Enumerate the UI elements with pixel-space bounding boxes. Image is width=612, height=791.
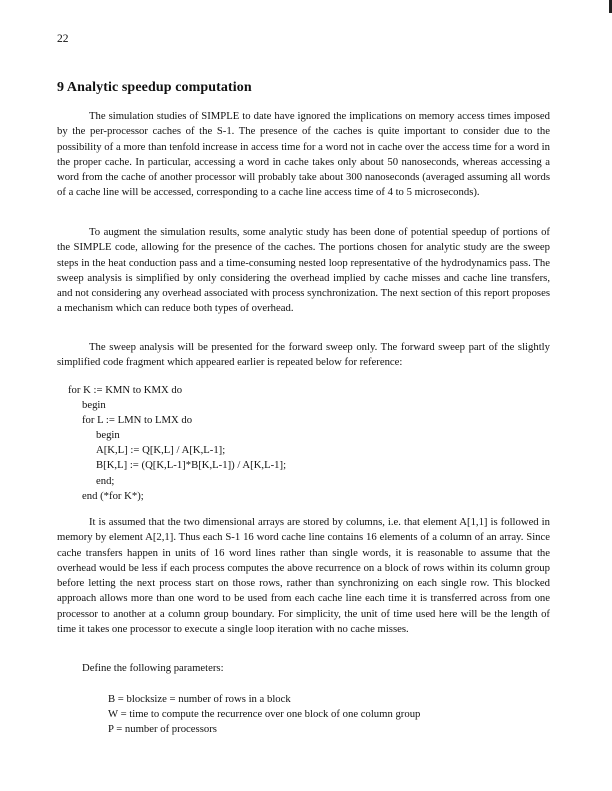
parameter-item: B = blocksize = number of rows in a block (108, 693, 291, 705)
paragraph-3: The sweep analysis will be presented for the forward sweep only. The forward sweep part of the slightly simplified code fragment which appeared earlier is repeated below for reference: (57, 341, 550, 369)
paragraph-4: It is assumed that the two dimensional arrays are stored by columns, i.e. that element A[1,1] is followed in memory by element A[2,1]. Thus each S-1 16 word cache line contains 16 elements of a column of an array. Since cache transfers happen in units of 16 word lines rather than single words, it is reasonable to assume that the overhead would be less if each process computes the above recurrence on a block of rows within its column group before letting the next process start on those rows, rather than synchronizing on each single row. This blocked approach allows more than one word to be used from each cache line each time it is transferred across from one processor to another at a column group boundary. For simplicity, the unit of time used here will be the length of time it takes one processor to execute a single loop iteration with no cache misses. (57, 516, 550, 636)
code-line: A[K,L] := Q[K,L] / A[K,L-1]; (96, 444, 226, 457)
parameter-list (108, 692, 420, 737)
code-line: begin (96, 429, 120, 442)
code-line: end; (96, 474, 115, 487)
code-fragment (68, 383, 286, 504)
paragraph-2: To augment the simulation results, some analytic study has been done of potential speedup of portions of the SIMPLE code, allowing for the presence of the caches. The portions chosen for analytic study are the sweep steps in the heat conduction pass and a time-consuming nested loop representative of the hydrodynamics pass. The sweep analysis is simplified by only considering the overhead implied by cache misses and cache line transfers, and not considering any overhead associated with process synchronization. The next section of this report proposes a mechanism which can reduce both types of overhead. (57, 226, 550, 315)
parameter-item: P = number of processors (108, 723, 217, 735)
section-title: 9 Analytic speedup computation (57, 80, 252, 95)
parameter-item: W = time to compute the recurrence over one block of one column group (108, 708, 421, 720)
code-line: B[K,L] := (Q[K,L-1]*B[K,L-1]) / A[K,L-1]; (96, 459, 287, 472)
code-line: begin (82, 399, 106, 412)
code-line: for K := KMN to KMX do (68, 384, 183, 396)
define-parameters-label: Define the following parameters: (82, 662, 224, 674)
code-line: end (*for K*); (82, 489, 144, 502)
page-number: 22 (57, 33, 69, 45)
code-line: for L := LMN to LMX do (82, 414, 193, 427)
paragraph-1: The simulation studies of SIMPLE to date have ignored the implications on memory access times imposed by the per-processor caches of the S-1. The presence of the caches is quite important to consider due to the possibility of a more than tenfold increase in access time for a word not in cache over the access time for a word in the proper cache. In particular, accessing a word in cache takes only about 50 nanoseconds, whereas accessing a word from the cache of another processor will probably take about 300 nanoseconds (averaged assuming all words of a cache line will be accessed, corresponding to a cache line access time of 4 to 5 microseconds). (57, 110, 550, 199)
